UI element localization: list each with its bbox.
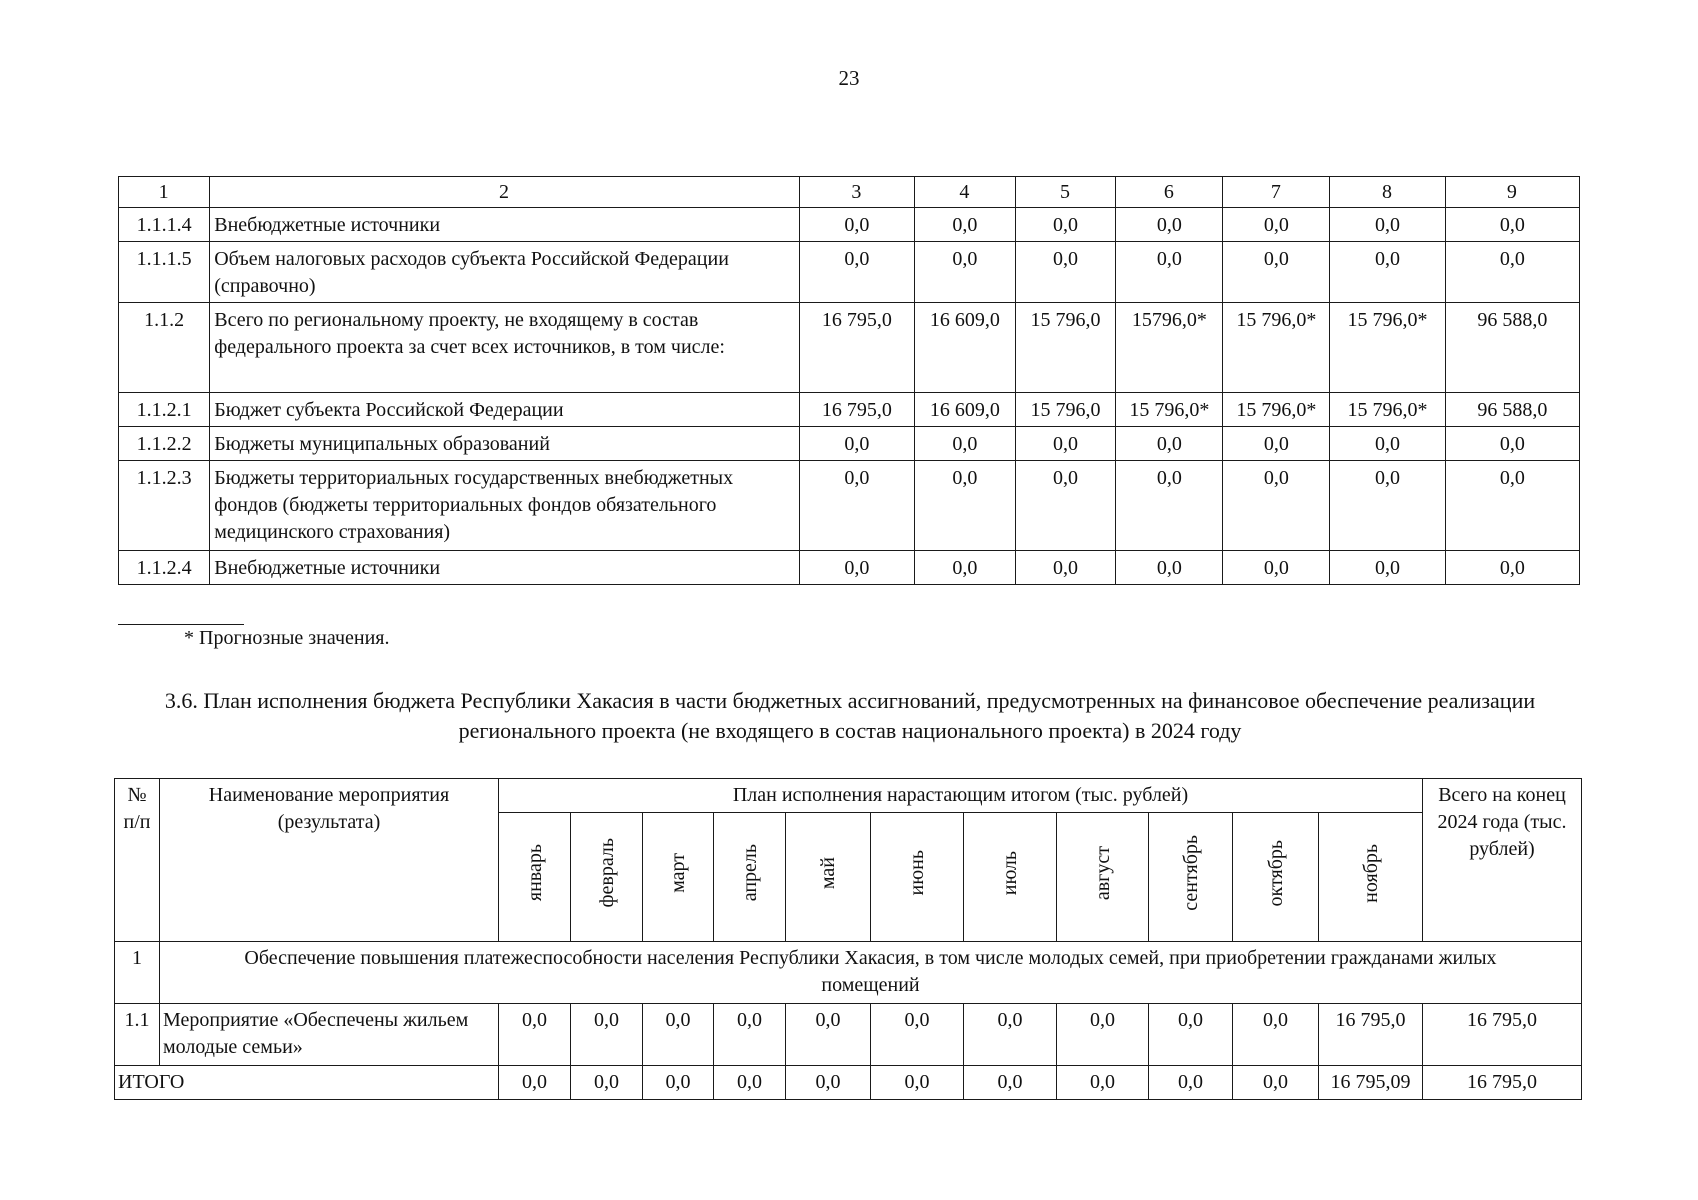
value-cell: 0,0 [964,1066,1057,1100]
value-cell: 0,0 [1015,461,1116,551]
month-label: сентябрь [1179,835,1202,911]
month-label: март [667,853,689,893]
value-cell: 0,0 [1223,427,1330,461]
value-cell: 15 796,0 [1015,303,1116,393]
month-header [1233,813,1319,942]
value-cell: 0,0 [1445,242,1579,303]
column-header: 3 [799,177,914,208]
value-cell: 0,0 [786,1004,871,1066]
row-number: 1.1.2.1 [119,393,210,427]
month-label: май [817,856,839,890]
value-cell: 15 796,0* [1330,393,1445,427]
value-cell: 0,0 [1116,208,1223,242]
value-cell: 0,0 [915,551,1016,585]
month-header [714,813,786,942]
value-cell: 15 796,0* [1116,393,1223,427]
row-name: Бюджеты муниципальных образований [210,427,799,461]
value-cell: 0,0 [1057,1066,1149,1100]
table-row [119,303,1580,393]
value-cell: 16 795,0 [799,303,914,393]
value-cell: 0,0 [1223,208,1330,242]
group-title: Обеспечение повышения платежеспособности населения Республики Хакасия, в том числе молодых семей, при приобретении гражданами жилых помещений [160,942,1582,1004]
footnote: * Прогнозные значения. [184,627,390,649]
value-cell: 0,0 [1330,427,1445,461]
value-cell: 0,0 [1223,551,1330,585]
value-cell: 96 588,0 [1445,303,1579,393]
value-cell: 0,0 [1233,1066,1319,1100]
value-cell: 0,0 [571,1004,643,1066]
value-cell: 0,0 [1330,551,1445,585]
row-name: Внебюджетные источники [210,208,799,242]
column-header: 6 [1116,177,1223,208]
month-label: ноябрь [1359,843,1382,903]
row-name: Бюджет субъекта Российской Федерации [210,393,799,427]
row-name: Бюджеты территориальных государственных внебюджетных фондов (бюджеты территориальных фондов обязательного медицинского страхования) [210,461,799,551]
value-cell: 16 609,0 [915,393,1016,427]
table-row [119,461,1580,551]
row-name: Объем налоговых расходов субъекта Российской Федерации (справочно) [210,242,799,303]
value-cell: 16 795,0 [799,393,914,427]
row-number: 1.1.2.4 [119,551,210,585]
value-cell: 0,0 [799,208,914,242]
table-row [119,393,1580,427]
total-label: ИТОГО [115,1066,499,1100]
column-header: 5 [1015,177,1116,208]
table-header-row [119,177,1580,208]
value-cell: 0,0 [714,1066,786,1100]
value-cell: 0,0 [1149,1004,1233,1066]
row-number: 1.1.1.5 [119,242,210,303]
value-cell: 0,0 [1445,208,1579,242]
column-header-name: Наименование мероприятия (результата) [160,779,499,942]
month-label: август [1091,845,1114,901]
value-cell: 0,0 [1233,1004,1319,1066]
value-cell: 0,0 [1015,242,1116,303]
value-cell: 15 796,0* [1223,393,1330,427]
value-cell: 0,0 [1015,427,1116,461]
total-cell: 16 795,0 [1423,1066,1582,1100]
value-cell: 0,0 [1223,242,1330,303]
row-name: Мероприятие «Обеспечены жильем молодые семьи» [160,1004,499,1066]
value-cell: 0,0 [1149,1066,1233,1100]
value-cell: 96 588,0 [1445,393,1579,427]
value-cell: 0,0 [714,1004,786,1066]
month-label: апрель [738,844,761,902]
month-header [871,813,964,942]
month-label: октябрь [1264,839,1287,907]
row-number: 1.1.1.4 [119,208,210,242]
month-header [1149,813,1233,942]
month-header [643,813,714,942]
value-cell: 0,0 [799,461,914,551]
table-row [119,427,1580,461]
group-row [115,942,1582,1004]
value-cell: 15 796,0 [1015,393,1116,427]
column-header: 1 [119,177,210,208]
value-cell: 0,0 [799,551,914,585]
column-header: 7 [1223,177,1330,208]
value-cell: 0,0 [1116,461,1223,551]
column-header: 9 [1445,177,1579,208]
column-header: 4 [915,177,1016,208]
month-header [964,813,1057,942]
value-cell: 15 796,0* [1330,303,1445,393]
month-header [499,813,571,942]
row-number: 1.1.2.2 [119,427,210,461]
row-number: 1.1.2 [119,303,210,393]
page-number: 23 [838,66,860,90]
value-cell: 0,0 [1445,551,1579,585]
table-row [119,208,1580,242]
month-label: январь [523,844,546,902]
value-cell: 15796,0* [1116,303,1223,393]
value-cell: 0,0 [1445,427,1579,461]
value-cell: 0,0 [1116,427,1223,461]
value-cell: 0,0 [1015,551,1116,585]
month-header [1319,813,1423,942]
row-name: Всего по региональному проекту, не входящему в состав федерального проекта за счет всех источников, в том числе: [210,303,799,393]
column-header-total: Всего на конец 2024 года (тыс. рублей) [1423,779,1582,942]
value-cell: 0,0 [915,208,1016,242]
total-cell: 16 795,0 [1423,1004,1582,1066]
value-cell: 0,0 [915,427,1016,461]
value-cell: 0,0 [871,1004,964,1066]
value-cell: 0,0 [1330,208,1445,242]
column-header-number: № п/п [115,779,160,942]
value-cell: 0,0 [1223,461,1330,551]
column-header: 8 [1330,177,1445,208]
value-cell: 0,0 [1116,242,1223,303]
month-label: июль [999,850,1021,896]
footnote-divider [118,624,244,625]
value-cell: 0,0 [786,1066,871,1100]
value-cell: 0,0 [1116,551,1223,585]
value-cell: 0,0 [1015,208,1116,242]
month-header [1057,813,1149,942]
value-cell: 0,0 [799,242,914,303]
value-cell: 0,0 [964,1004,1057,1066]
month-label: февраль [595,838,618,908]
value-cell: 0,0 [799,427,914,461]
row-number: 1.1.2.3 [119,461,210,551]
value-cell: 0,0 [1330,461,1445,551]
total-row [115,1066,1582,1100]
value-cell: 0,0 [643,1004,714,1066]
value-cell: 0,0 [1330,242,1445,303]
row-name: Внебюджетные источники [210,551,799,585]
month-header [786,813,871,942]
value-cell: 16 609,0 [915,303,1016,393]
row-number: 1.1 [115,1004,160,1066]
month-label: июнь [906,850,928,896]
value-cell: 0,0 [571,1066,643,1100]
value-cell: 15 796,0* [1223,303,1330,393]
row-number: 1 [115,942,160,1004]
budget-table-continued [118,176,1580,585]
section-title: 3.6. План исполнения бюджета Республики Хакасия в части бюджетных ассигнований, предусмотренных на финансовое обеспечение реализации регионального проекта (не входящего в состав национального проекта) в 2024 году [164,688,1536,743]
month-header [571,813,643,942]
value-cell: 0,0 [499,1066,571,1100]
value-cell: 16 795,09 [1319,1066,1423,1100]
value-cell: 16 795,0 [1319,1004,1423,1066]
value-cell: 0,0 [915,461,1016,551]
column-header: 2 [210,177,799,208]
table-header-row [115,779,1582,813]
value-cell: 0,0 [643,1066,714,1100]
value-cell: 0,0 [915,242,1016,303]
value-cell: 0,0 [871,1066,964,1100]
value-cell: 0,0 [499,1004,571,1066]
table-row [115,1004,1582,1066]
budget-execution-plan-table [114,778,1582,1100]
table-row [119,551,1580,585]
value-cell: 0,0 [1057,1004,1149,1066]
value-cell: 0,0 [1445,461,1579,551]
table-row [119,242,1580,303]
column-header-plan: План исполнения нарастающим итогом (тыс. рублей) [499,779,1423,813]
